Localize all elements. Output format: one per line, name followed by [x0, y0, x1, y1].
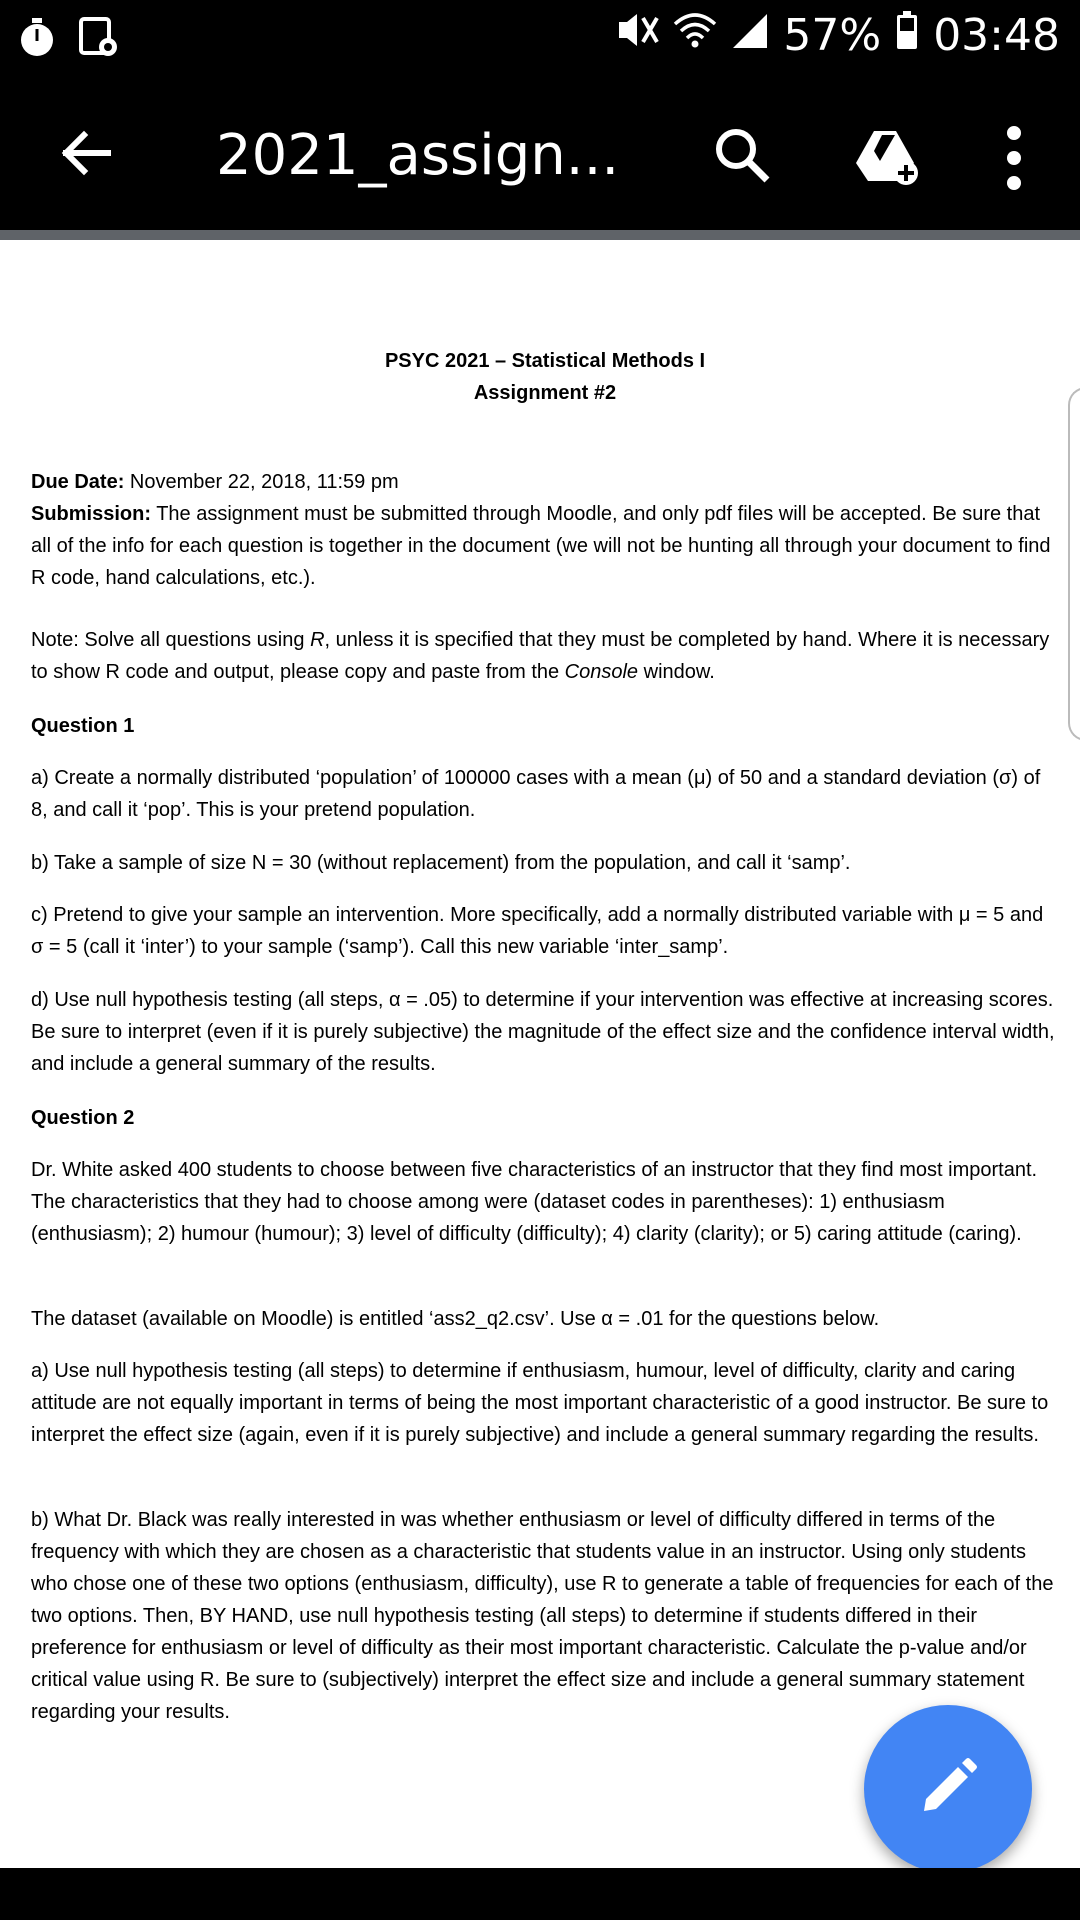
- status-bar: [0, 0, 1080, 75]
- q1-part-a: a) Create a normally distributed ‘population’ of 100000 cases with a mean (μ) of 50 and a standard deviation (σ) of 8, and call it ‘pop’. This is your pretend population.: [31, 767, 1041, 821]
- due-date-value: November 22, 2018, 11:59 pm: [124, 471, 399, 493]
- clock: 03:48: [933, 10, 1060, 61]
- q1-part-b: b) Take a sample of size N = 30 (without replacement) from the population, and call it ‘samp’.: [31, 852, 851, 874]
- edit-fab-button[interactable]: [864, 1705, 1032, 1873]
- navigation-bar: [0, 1868, 1080, 1920]
- more-vert-icon[interactable]: [1000, 123, 1028, 193]
- q1-part-d: d) Use null hypothesis testing (all steps, α = .05) to determine if your intervention was effective at increasing scores. Be sure to interpret (even if it is purely subjective) the magnitude of the effect size and the confidence interval width, and include a general summary of the results.: [31, 989, 1055, 1075]
- due-date-label: Due Date:: [31, 471, 125, 493]
- wifi-icon: [673, 10, 717, 61]
- note-text-r: R: [310, 629, 325, 651]
- doc-heading-course: PSYC 2021 – Statistical Methods I: [384, 350, 706, 372]
- note-text-c: window.: [638, 661, 715, 683]
- drive-add-icon[interactable]: [852, 127, 922, 187]
- question-1-label: Question 1: [31, 715, 135, 737]
- stopwatch-icon: [18, 16, 56, 63]
- toolbar-divider: [0, 230, 1080, 240]
- submission-paragraph: [31, 498, 1061, 594]
- pencil-icon: [918, 1757, 978, 1822]
- screenshot-icon: [78, 16, 118, 63]
- q1-part-c: c) Pretend to give your sample an intervention. More specifically, add a normally distributed variable with μ = 5 and σ = 5 (call it ‘inter’) to your sample (‘samp’). Call this new variable ‘inter_samp’.: [31, 904, 1044, 958]
- app-bar: [0, 75, 1080, 230]
- q2-part-b: b) What Dr. Black was really interested in was whether enthusiasm or level of difficulty differed in terms of the frequency with which they are chosen as a characteristic that students value in an instructor. Using only students who chose one of these two options (enthusiasm, difficulty), use R to generate a table of frequencies for each of the two options. Then, BY HAND, use null hypothesis testing (all steps) to determine if students differed in their preference for enthusiasm or level of difficulty as their most important characteristic. Calculate the p-value and/or critical value using R. Be sure to (subjectively) interpret the effect size and include a general summary statement regarding your results.: [31, 1509, 1054, 1723]
- doc-heading-assignment: Assignment #2: [473, 382, 617, 404]
- q2-dataset: The dataset (available on Moodle) is entitled ‘ass2_q2.csv’. Use α = .01 for the questions below.: [31, 1308, 880, 1330]
- question-2-title: [31, 1102, 1061, 1134]
- document-title: 2021_assign...: [216, 123, 620, 188]
- scroll-handle[interactable]: [1068, 387, 1080, 741]
- q2-intro: Dr. White asked 400 students to choose between five characteristics of an instructor that they find most important. The characteristics that they had to choose among were (dataset codes in parentheses): 1) enthusiasm (enthusiasm); 2) humour (humour); 3) level of difficulty (difficulty); 4) clarity (clarity); or 5) caring attitude (caring).: [31, 1159, 1038, 1245]
- battery-percent: 57%: [783, 10, 882, 61]
- submission-label: Submission:: [31, 503, 152, 525]
- arrow-back-icon[interactable]: [56, 123, 116, 183]
- question-1-title: [31, 710, 1061, 742]
- search-icon[interactable]: [712, 125, 772, 185]
- note-text-b: , unless it is specified that they must be completed by hand. Where it is necessary to show R code and output, please copy and paste from the: [31, 629, 1050, 683]
- battery-icon: [895, 10, 919, 61]
- submission-text: The assignment must be submitted through Moodle, and only pdf files will be accepted. Be sure that all of the info for each question is together in the document (we will not be hunting all through your document to find R code, hand calculations, etc.).: [31, 503, 1051, 589]
- signal-icon: [731, 10, 769, 61]
- note-text-console: Console: [564, 661, 639, 683]
- note-text-a: Note: Solve all questions using: [31, 629, 311, 651]
- note-paragraph: [31, 624, 1061, 688]
- due-date-line: [31, 466, 1061, 498]
- pdf-page[interactable]: [0, 240, 1080, 1868]
- q2-part-a: a) Use null hypothesis testing (all steps) to determine if enthusiasm, humour, level of difficulty, clarity and caring attitude are not equally important in terms of being the most important characteristic of a good instructor. Be sure to interpret the effect size (again, even if it is purely subjective) and include a general summary regarding the results.: [31, 1360, 1049, 1446]
- mute-icon: [615, 10, 659, 61]
- question-2-label: Question 2: [31, 1107, 135, 1129]
